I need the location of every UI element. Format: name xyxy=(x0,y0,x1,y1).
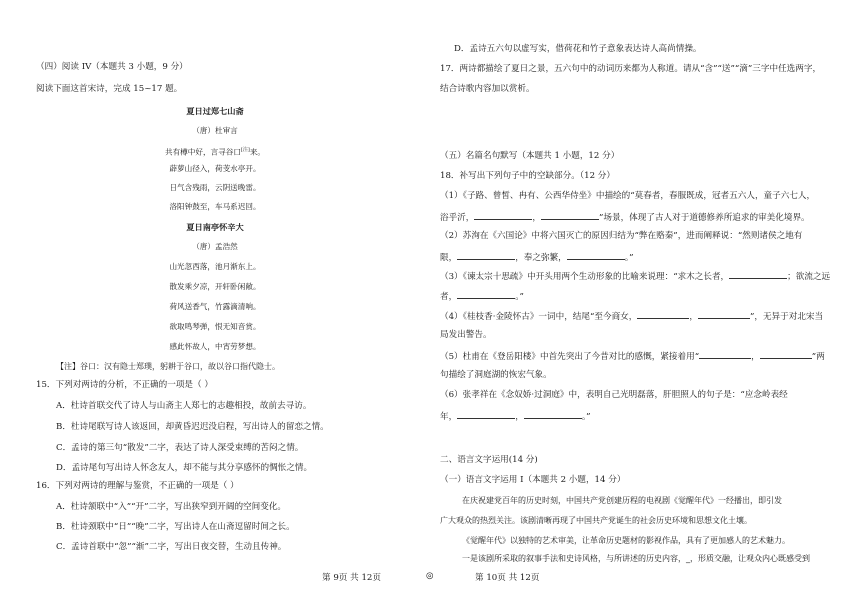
q18-item-5: （5）杜甫在《登岳阳楼》中首先突出了今昔对比的感慨，紧接着用“ ， ”两 xyxy=(440,352,825,362)
q18-item-1: （1）《子路、曾皙、冉有、公西华侍坐》中描绘的“莫春者，春服既成，冠者五六人，童子六七人， xyxy=(440,191,816,201)
passage-line: 一是该剧所采取的叙事手法和史诗风格，与所讲述的历史内容，_，形质交融，让观众内心既感受到 xyxy=(462,554,810,563)
answer-blank[interactable] xyxy=(567,251,625,260)
poem2-line: 山光忽西落，池月渐东上。 xyxy=(169,262,261,271)
passage-line: 《觉醒年代》以独特的艺术审美，让革命历史题材的影视作品，具有了更加感人的艺术魅力。 xyxy=(462,536,790,545)
right-page xyxy=(426,0,860,607)
question-18-stem: 18．补写出下列句子中的空缺部分。（12 分） xyxy=(440,171,615,181)
poem2-line: 荷风送香气，竹露滴清响。 xyxy=(169,302,261,311)
poem2-line: 感此怀故人，中宵劳梦想。 xyxy=(169,342,261,351)
q18-item-6: （6）张孝祥在《念奴娇·过洞庭》中，表明自己光明磊落，肝胆照人的句子是：“应念岭表经 xyxy=(440,390,788,400)
q18-item-2: （2）苏洵在《六国论》中将六国灭亡的原因归结为“弊在赂秦”，进而阐释说：“然则诸侯之地有 xyxy=(440,231,803,241)
answer-blank[interactable] xyxy=(637,310,689,319)
answer-blank[interactable] xyxy=(699,350,751,359)
answer-blank[interactable] xyxy=(474,211,532,220)
poem1-title: 夏日过郑七山斋 xyxy=(186,106,244,116)
poem1-author: （唐）杜审言 xyxy=(192,126,238,135)
answer-blank[interactable] xyxy=(457,290,515,299)
q16-option-c: C．孟诗首联中“忽”“渐”二字，写出日夜交替，生动且传神。 xyxy=(56,542,287,552)
q18-item-4-cont: 局发出警告。 xyxy=(440,330,492,340)
answer-blank[interactable] xyxy=(457,410,515,419)
page-footer-right: 第 10页 共 12页 xyxy=(475,573,540,583)
q18-item-5-cont: 句描绘了洞庭湖的恢宏气象。 xyxy=(440,370,552,380)
passage-line: 广大观众的热烈关注。该剧清晰再现了中国共产党诞生的社会历史环境和思想文化土壤。 xyxy=(440,516,752,525)
answer-blank[interactable] xyxy=(457,251,515,260)
question-15-stem: 15．下列对两诗的分析，不正确的一项是（ ） xyxy=(36,380,213,390)
q18-item-3: （3）《谏太宗十思疏》中开头用两个生动形象的比喻来说理：“求木之长者， ；欲流之远 xyxy=(440,272,831,282)
q16-option-a: A．杜诗颔联中“入”“开”二字，写出狭窄到开阔的空间变化。 xyxy=(56,502,287,512)
q18-item-2-cont: 限， ，奉之弥繁， 。” xyxy=(440,253,634,263)
q18-item-3-cont: 者， 。” xyxy=(440,292,524,302)
q15-option-a: A．杜诗首联交代了诗人与山斋主人郑七的志趣相投，故前去寻访。 xyxy=(56,401,312,411)
part-2-subheader: （一）语言文字运用 I（本题共 2 小题，14 分） xyxy=(440,475,626,485)
poem1-line: 洛阳钟鼓至，车马系迟回。 xyxy=(169,202,261,211)
q18-item-1-cont: 浴乎沂， ， ”场景，体现了古人对于道德修养所追求的审美化境界。 xyxy=(440,213,810,223)
part-2-header: 二、语言文字运用(14 分) xyxy=(440,455,538,465)
question-17-line1: 17．两诗都描绘了夏日之景，五六句中的动词历来都为人称道。请从“含”“送”“滴”三字中任选两字， xyxy=(440,64,822,74)
answer-blank[interactable] xyxy=(541,211,599,220)
poem1-line: 共有樽中好，言寻谷口[注]来。 xyxy=(164,147,266,157)
instruction: 阅读下面这首宋诗，完成 15~17 题。 xyxy=(36,84,183,94)
section-header: （四）阅读 IV（本题共 3 小题，9 分） xyxy=(36,62,188,72)
question-16-stem: 16．下列对两诗的理解与鉴赏，不正确的一项是（ ） xyxy=(36,481,239,491)
poem2-author: （唐）孟浩然 xyxy=(192,242,238,251)
poem1-line: 薜萝山径入，荷芰水亭开。 xyxy=(169,164,261,173)
q15-option-c: C．孟诗的第三句“散发”二字，表达了诗人深受束缚的苦闷之情。 xyxy=(56,443,304,453)
poem2-line: 散发乘夕凉，开轩卧闲敞。 xyxy=(169,282,261,291)
poem1-line: 日气含残雨，云阴送晚雷。 xyxy=(169,183,261,192)
poem2-line: 欲取鸣琴弹，恨无知音赏。 xyxy=(169,322,261,331)
section-5-header: （五）名篇名句默写（本题共 1 小题，12 分） xyxy=(440,151,620,161)
q16-option-d: D．孟诗五六句以虚写实，借荷花和竹子意象表达诗人高尚情操。 xyxy=(454,44,702,54)
q15-option-d: D．孟诗尾句写出诗人怀念友人，却不能与其分享感怀的惆怅之情。 xyxy=(56,463,313,473)
annotation-note: 【注】谷口：汉有隐士郑璞，躬耕于谷口，故以谷口指代隐士。 xyxy=(56,362,280,371)
q18-item-4: （4）《桂枝香·金陵怀古》一词中，结尾“至今商女， ， ”，无异于对北宋当 xyxy=(440,312,824,322)
q18-item-6-cont: 年， ， 。” xyxy=(440,412,591,422)
center-mark-icon: ◎ xyxy=(426,571,434,581)
q15-option-b: B．杜诗尾联写诗人该返回，却黄昏迟迟没启程，写出诗人的留恋之情。 xyxy=(56,422,329,432)
poem2-title: 夏日南亭怀辛大 xyxy=(186,222,244,232)
passage-line: 在庆祝建党百年的历史时刻，中国共产党创建历程的电视剧《觉醒年代》一经播出，即引发 xyxy=(462,496,782,505)
answer-blank[interactable] xyxy=(760,350,812,359)
page-footer-left: 第 9页 共 12页 xyxy=(322,573,381,583)
q16-option-b: B．杜诗颈联中“日”“晚”二字，写出诗人在山斋逗留时间之长。 xyxy=(56,522,295,532)
answer-blank[interactable] xyxy=(729,270,787,279)
answer-blank[interactable] xyxy=(698,310,750,319)
answer-blank[interactable] xyxy=(524,410,582,419)
question-17-line2: 结合诗歌内容加以赏析。 xyxy=(440,84,535,94)
